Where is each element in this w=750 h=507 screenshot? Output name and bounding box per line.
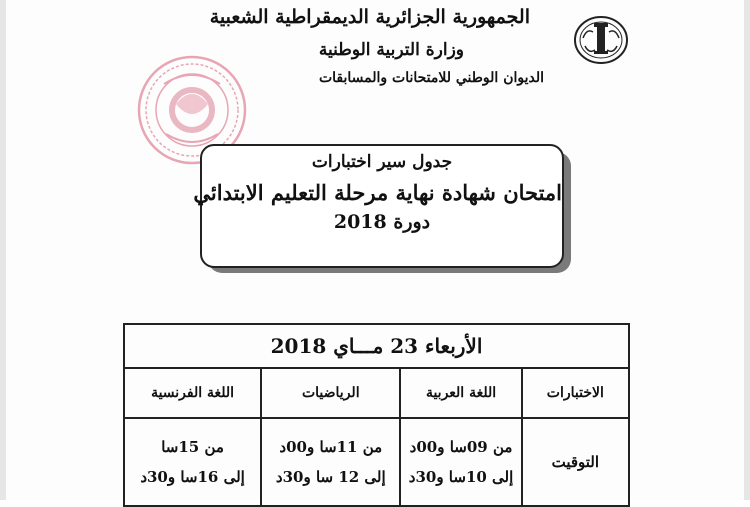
exam-name: امتحان شهادة نهاية مرحلة التعليم الابتدائي (193, 180, 562, 205)
exam-schedule-table (123, 323, 630, 507)
page-right-edge (744, 0, 750, 500)
timing-row (124, 418, 629, 506)
exam-date: الأربعاء 23 مـــاي 2018 (124, 324, 629, 368)
french-timing (124, 418, 261, 506)
math-end: إلى 12 سا و30د (275, 468, 386, 486)
arabic-start: من 09سا و00د (409, 438, 513, 456)
date-row (124, 324, 629, 368)
republic-heading: الجمهورية الجزائرية الديمقراطية الشعبية (209, 6, 530, 28)
page-left-edge (0, 0, 6, 500)
ministry-heading: وزارة التربية الوطنية (318, 40, 464, 60)
math-timing (261, 418, 400, 506)
french-end: إلى 16سا و30د (140, 468, 245, 486)
math-start: من 11سا و00د (279, 438, 383, 456)
header-row (124, 368, 629, 418)
timing-label: التوقيت (522, 418, 629, 506)
session-year: دورة 2018 (333, 211, 431, 233)
header-math: الرياضيات (261, 368, 400, 418)
arabic-timing (400, 418, 521, 506)
header-french: اللغة الفرنسية (124, 368, 261, 418)
french-start: من 15سا (161, 438, 224, 456)
arabic-end: إلى 10سا و30د (408, 468, 514, 486)
schedule-title: جدول سير اختبارات (311, 152, 453, 172)
onec-logo-icon (573, 14, 629, 66)
title-box (193, 144, 564, 268)
header-arabic: اللغة العربية (400, 368, 521, 418)
office-heading: الديوان الوطني للامتحانات والمسابقات (318, 70, 544, 86)
header-exams: الاختبارات (522, 368, 629, 418)
